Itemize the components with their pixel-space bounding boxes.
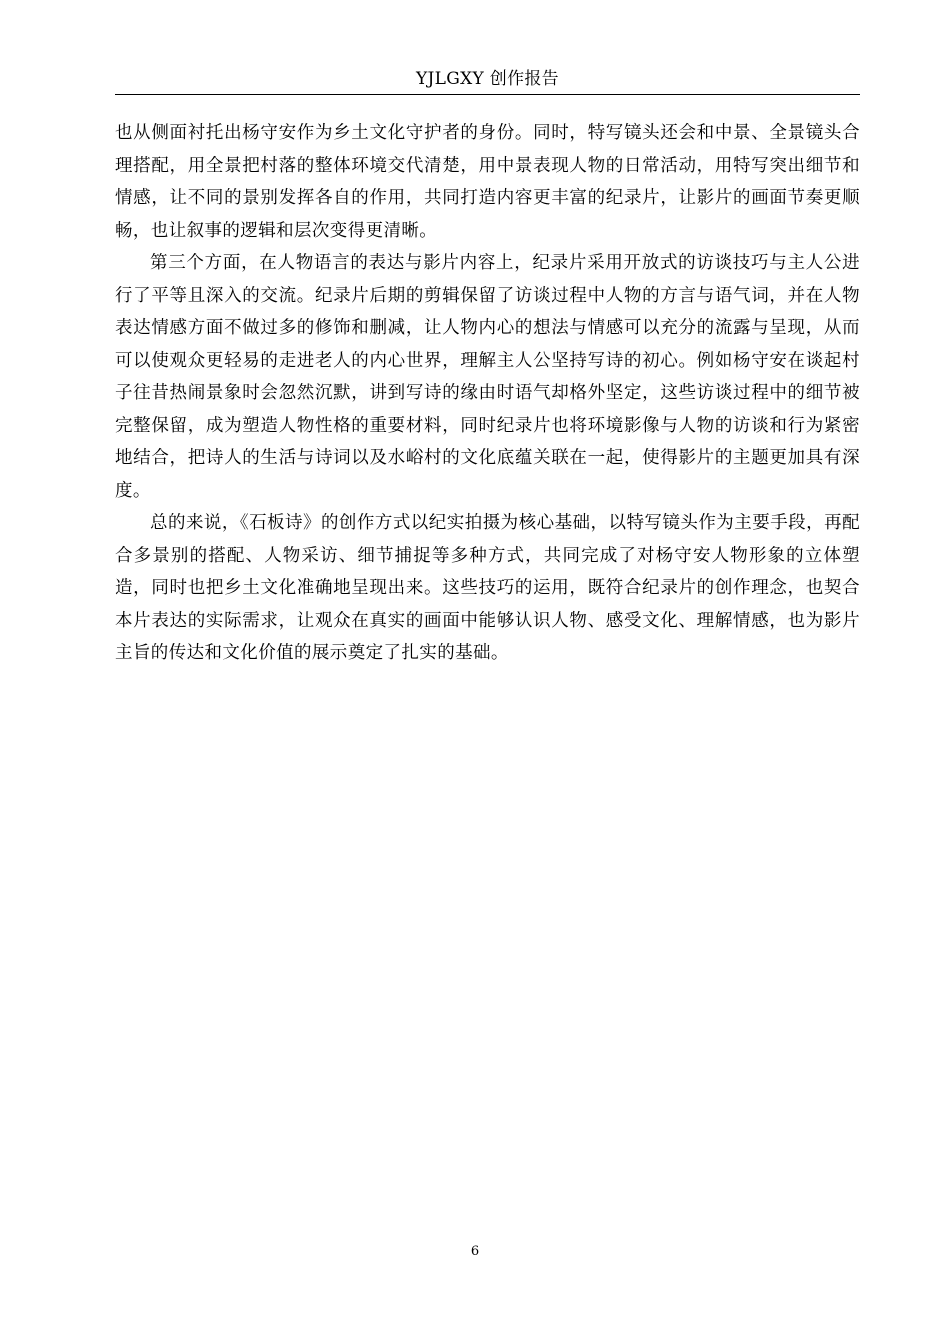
header-title: YJLGXY 创作报告 bbox=[416, 69, 559, 89]
page-number: 6 bbox=[470, 1244, 480, 1259]
page-header bbox=[115, 66, 860, 95]
paragraph-continuation: 也从侧面衬托出杨守安作为乡土文化守护者的身份。同时，特写镜头还会和中景、全景镜头合理搭配，用全景把村落的整体环境交代清楚，用中景表现人物的日常活动，用特写突出细节和情感，让不同的景别发挥各自的作用，共同打造内容更丰富的纪录片，让影片的画面节奏更顺畅，也让叙事的逻辑和层次变得更清晰。 bbox=[115, 123, 860, 241]
paragraph-third-aspect: 第三个方面，在人物语言的表达与影片内容上，纪录片采用开放式的访谈技巧与主人公进行了平等且深入的交流。纪录片后期的剪辑保留了访谈过程中人物的方言与语气词，并在人物表达情感方面不做过多的修饰和删减，让人物内心的想法与情感可以充分的流露与呈现，从而可以使观众更轻易的走进老人的内心世界，理解主人公坚持写诗的初心。例如杨守安在谈起村子往昔热闹景象时会忽然沉默，讲到写诗的缘由时语气却格外坚定，这些访谈过程中的细节被完整保留，成为塑造人物性格的重要材料，同时纪录片也将环境影像与人物的访谈和行为紧密地结合，把诗人的生活与诗词以及水峪村的文化底蕴关联在一起，使得影片的主题更加具有深度。 bbox=[115, 253, 860, 501]
document-body bbox=[115, 117, 860, 670]
paragraph-conclusion: 总的来说，《石板诗》的创作方式以纪实拍摄为核心基础，以特写镜头作为主要手段，再配合多景别的搭配、人物采访、细节捕捉等多种方式，共同完成了对杨守安人物形象的立体塑造，同时也把乡土文化准确地呈现出来。这些技巧的运用，既符合纪录片的创作理念，也契合本片表达的实际需求，让观众在真实的画面中能够认识人物、感受文化、理解情感，也为影片主旨的传达和文化价值的展示奠定了扎实的基础。 bbox=[115, 513, 860, 663]
